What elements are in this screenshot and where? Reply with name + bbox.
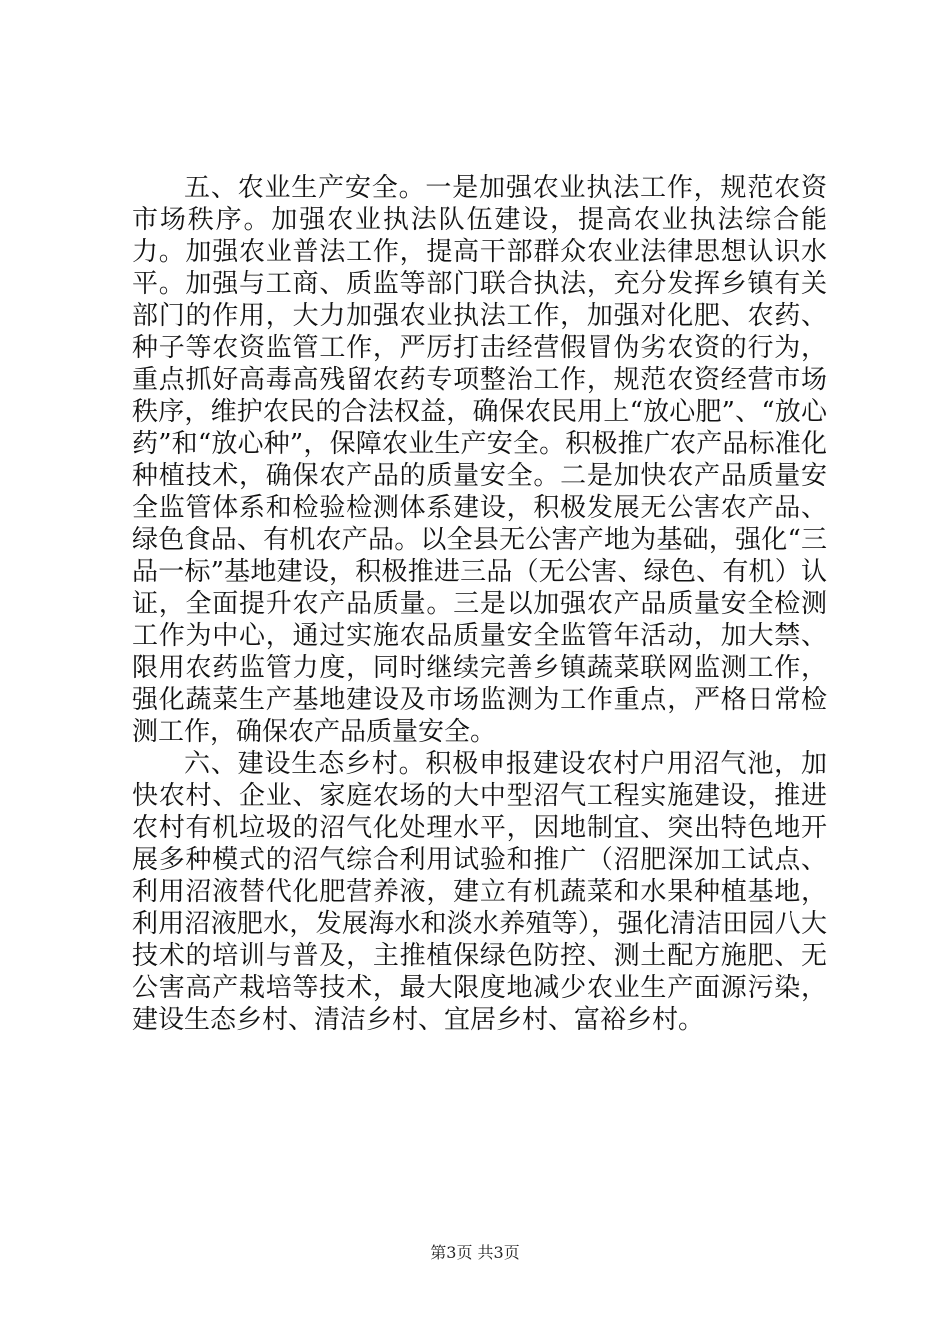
document-body <box>132 172 827 1036</box>
paragraph-ecological-village: 六、建设生态乡村。积极申报建设农村户用沼气池，加快农村、企业、家庭农场的大中型沼气工程实施建设，推进农村有机垃圾的沼气化处理水平，因地制宜、突出特色地开展多种模式的沼气综合利用试验和推广（沼肥深加工试点、利用沼液替代化肥营养液，建立有机蔬菜和水果种植基地，利用沼液肥水，发展海水和淡水养殖等），强化清洁田园八大技术的培训与普及，主推植保绿色防控、测土配方施肥、无公害高产栽培等技术，最大限度地减少农业生产面源污染，建设生态乡村、清洁乡村、宜居乡村、富裕乡村。 <box>132 749 827 1035</box>
paragraph-agricultural-safety: 五、农业生产安全。一是加强农业执法工作，规范农资市场秩序。加强农业执法队伍建设，提高农业执法综合能力。加强农业普法工作，提高干部群众农业法律思想认识水平。加强与工商、质监等部门联合执法，充分发挥乡镇有关部门的作用，大力加强农业执法工作，加强对化肥、农药、种子等农资监管工作，严厉打击经营假冒伪劣农资的行为，重点抓好高毒高残留农药专项整治工作，规范农资经营市场秩序，维护农民的合法权益，确保农民用上“放心肥”、“放心药”和“放心种”，保障农业生产安全。积极推广农产品标准化种植技术，确保农产品的质量安全。二是加快农产品质量安全监管体系和检验检测体系建设，积极发展无公害农产品、绿色食品、有机农产品。以全县无公害产地为基础，强化“三品一标”基地建设，积极推进三品（无公害、绿色、有机）认证，全面提升农产品质量。三是以加强农产品质量安全检测工作为中心，通过实施农品质量安全监管年活动，加大禁、限用农药监管力度，同时继续完善乡镇蔬菜联网监测工作，强化蔬菜生产基地建设及市场监测为工作重点，严格日常检测工作，确保农产品质量安全。 <box>132 173 827 747</box>
page-number-footer: 第3页 共3页 <box>430 1243 520 1262</box>
